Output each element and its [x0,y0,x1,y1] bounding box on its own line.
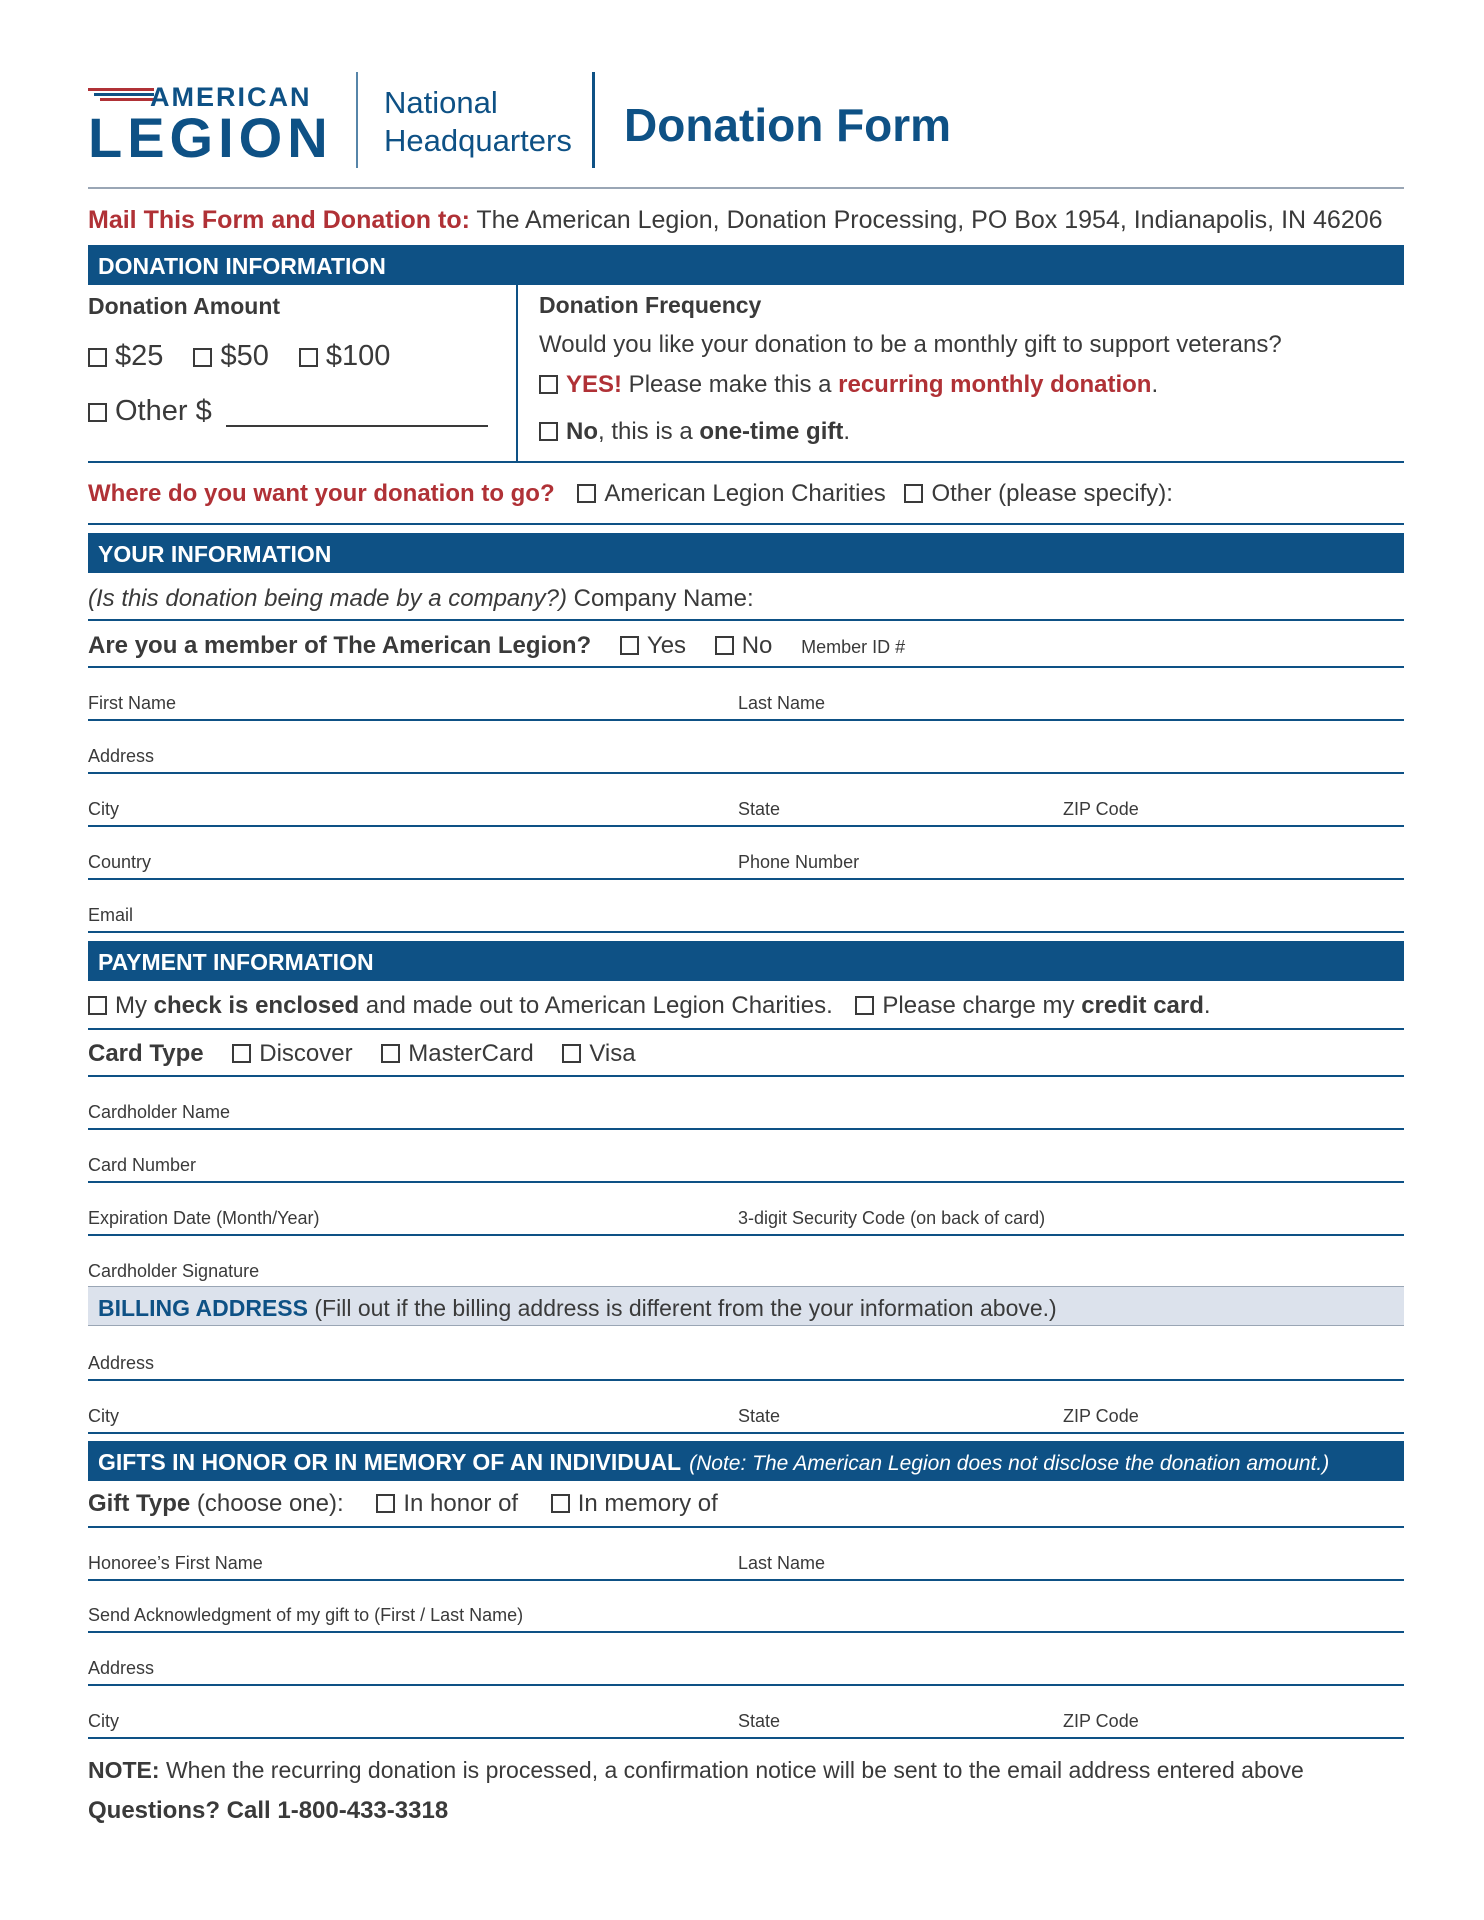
field-line [88,1737,1404,1739]
checkbox[interactable] [88,348,107,367]
checkbox[interactable] [88,996,107,1015]
amount-option-50[interactable]: $50 [193,340,268,372]
checkbox[interactable] [715,636,734,655]
checkbox[interactable] [376,1494,395,1513]
card-type-discover[interactable]: Discover [232,1040,352,1067]
field-line [88,772,1404,774]
field-line [88,619,1404,621]
header-subtitle [384,84,572,160]
frequency-yes-option[interactable]: YES! Please make this a recurring monthly donation. [539,371,1158,399]
checkbox[interactable] [539,375,558,394]
american-legion-logo [88,82,333,169]
destination-charities[interactable]: American Legion Charities [577,480,885,507]
field-line [88,878,1404,880]
member-id-field[interactable]: Member ID # [801,637,906,657]
gift-zip-field[interactable]: ZIP Code [1063,1711,1139,1731]
section-payment-information: PAYMENT INFORMATION [88,941,1404,981]
header-divider [356,72,358,168]
gift-type-honor[interactable]: In honor of [376,1490,518,1517]
gift-type-memory[interactable]: In memory of [551,1490,718,1517]
acknowledgment-recipient-field[interactable]: Send Acknowledgment of my gift to (First / Last Name) [88,1605,524,1625]
frequency-no-option[interactable]: No, this is a one-time gift. [539,418,850,446]
donation-destination: Where do you want your donation to go? American Legion Charities Other (please specify): [88,480,1173,507]
gift-state-field[interactable]: State [738,1711,781,1731]
credit-card-option[interactable]: Please charge my credit card. [855,992,1210,1019]
member-yes-option[interactable]: Yes [620,632,686,659]
divider [88,461,1404,463]
checkbox[interactable] [193,348,212,367]
field-line [88,666,1404,668]
section-your-information: YOUR INFORMATION [88,533,1404,573]
field-line [88,1028,1404,1030]
field-line [88,1075,1404,1077]
amount-option-100[interactable]: $100 [299,340,391,372]
donation-amount-options [88,340,390,373]
address-field[interactable]: Address [88,746,155,766]
card-type-visa[interactable]: Visa [562,1040,635,1067]
cardholder-signature-field[interactable]: Cardholder Signature [88,1261,260,1281]
city-field[interactable]: City [88,799,119,819]
flag-stripes-icon [88,88,154,104]
billing-state-field[interactable]: State [738,1406,781,1426]
checkbox[interactable] [855,996,874,1015]
checkbox[interactable] [381,1044,400,1063]
field-line [88,1181,1404,1183]
country-field[interactable]: Country [88,852,152,872]
mail-label: Mail This Form and Donation to: [88,206,470,234]
billing-zip-field[interactable]: ZIP Code [1063,1406,1139,1426]
section-donation-information: DONATION INFORMATION [88,245,1404,285]
field-line [88,1379,1404,1381]
billing-city-field[interactable]: City [88,1406,119,1426]
cardholder-name-field[interactable]: Cardholder Name [88,1102,231,1122]
checkbox[interactable] [551,1494,570,1513]
field-line [88,1432,1404,1434]
gift-address-field[interactable]: Address [88,1658,155,1678]
section-gifts-honor-memory: GIFTS IN HONOR OR IN MEMORY OF AN INDIVIDUAL (Note: The American Legion does not disclose the donation amount.) [88,1441,1404,1481]
page-header [88,68,1404,188]
field-line [88,1234,1404,1236]
state-field[interactable]: State [738,799,781,819]
payment-method-row [88,992,1211,1020]
donation-frequency-label: Donation Frequency [539,292,762,318]
donation-column-divider [516,285,518,463]
last-name-field[interactable]: Last Name [738,693,826,713]
security-code-field[interactable]: 3-digit Security Code (on back of card) [738,1208,1046,1228]
amount-option-25[interactable]: $25 [88,340,163,372]
subtitle-line-1: National [384,85,498,120]
expiration-field[interactable]: Expiration Date (Month/Year) [88,1208,320,1228]
email-field[interactable]: Email [88,905,134,925]
destination-other[interactable]: Other (please specify): [904,480,1172,507]
gift-type-row: Gift Type (choose one): In honor of In memory of [88,1490,718,1517]
card-number-field[interactable]: Card Number [88,1155,197,1175]
checkbox[interactable] [904,484,923,503]
gift-city-field[interactable]: City [88,1711,119,1731]
section-billing-address: BILLING ADDRESS (Fill out if the billing address is different from the your information above.) [88,1286,1404,1326]
mail-address: The American Legion, Donation Processing, PO Box 1954, Indianapolis, IN 46206 [469,206,1383,234]
logo-text-bottom: LEGION [88,106,333,169]
field-line [88,1128,1404,1130]
questions-phone[interactable]: Questions? Call 1-800-433-3318 [88,1797,449,1824]
header-divider [592,72,595,168]
subtitle-line-2: Headquarters [384,123,572,158]
checkbox[interactable] [620,636,639,655]
donation-amount-label: Donation Amount [88,293,281,319]
logo-text-top: AMERICAN [150,82,312,112]
check-enclosed-option[interactable]: My check is enclosed and made out to American Legion Charities. [88,992,833,1019]
footer-note: NOTE: When the recurring donation is processed, a confirmation notice will be sent to the email address entered above [88,1757,1304,1783]
checkbox[interactable] [88,403,107,422]
header-rule [88,187,1404,189]
field-line [88,719,1404,721]
amount-option-other[interactable]: Other $ [88,395,212,428]
checkbox[interactable] [232,1044,251,1063]
honoree-first-name-field[interactable]: Honoree’s First Name [88,1553,263,1573]
divider [88,523,1404,525]
mail-instructions [88,206,1383,235]
other-amount-field[interactable] [226,425,488,427]
checkbox[interactable] [539,422,558,441]
field-line [88,1684,1404,1686]
checkbox[interactable] [562,1044,581,1063]
member-question-row: Are you a member of The American Legion? Yes No Member ID # [88,632,906,659]
billing-address-field[interactable]: Address [88,1353,155,1373]
frequency-question: Would you like your donation to be a monthly gift to support veterans? [539,331,1282,358]
member-no-option[interactable]: No [715,632,773,659]
card-type-mastercard[interactable]: MasterCard [381,1040,533,1067]
page-title: Donation Form [624,99,952,151]
card-type-row: Card Type Discover MasterCard Visa [88,1040,636,1067]
checkbox[interactable] [299,348,318,367]
company-name-field[interactable]: (Is this donation being made by a company?) Company Name: [88,585,754,612]
field-line [88,825,1404,827]
phone-field[interactable]: Phone Number [738,852,860,872]
first-name-field[interactable]: First Name [88,693,177,713]
field-line [88,1579,1404,1581]
checkbox[interactable] [577,484,596,503]
honoree-last-name-field[interactable]: Last Name [738,1553,826,1573]
field-line [88,931,1404,933]
zip-field[interactable]: ZIP Code [1063,799,1139,819]
field-line [88,1526,1404,1528]
field-line [88,1631,1404,1633]
